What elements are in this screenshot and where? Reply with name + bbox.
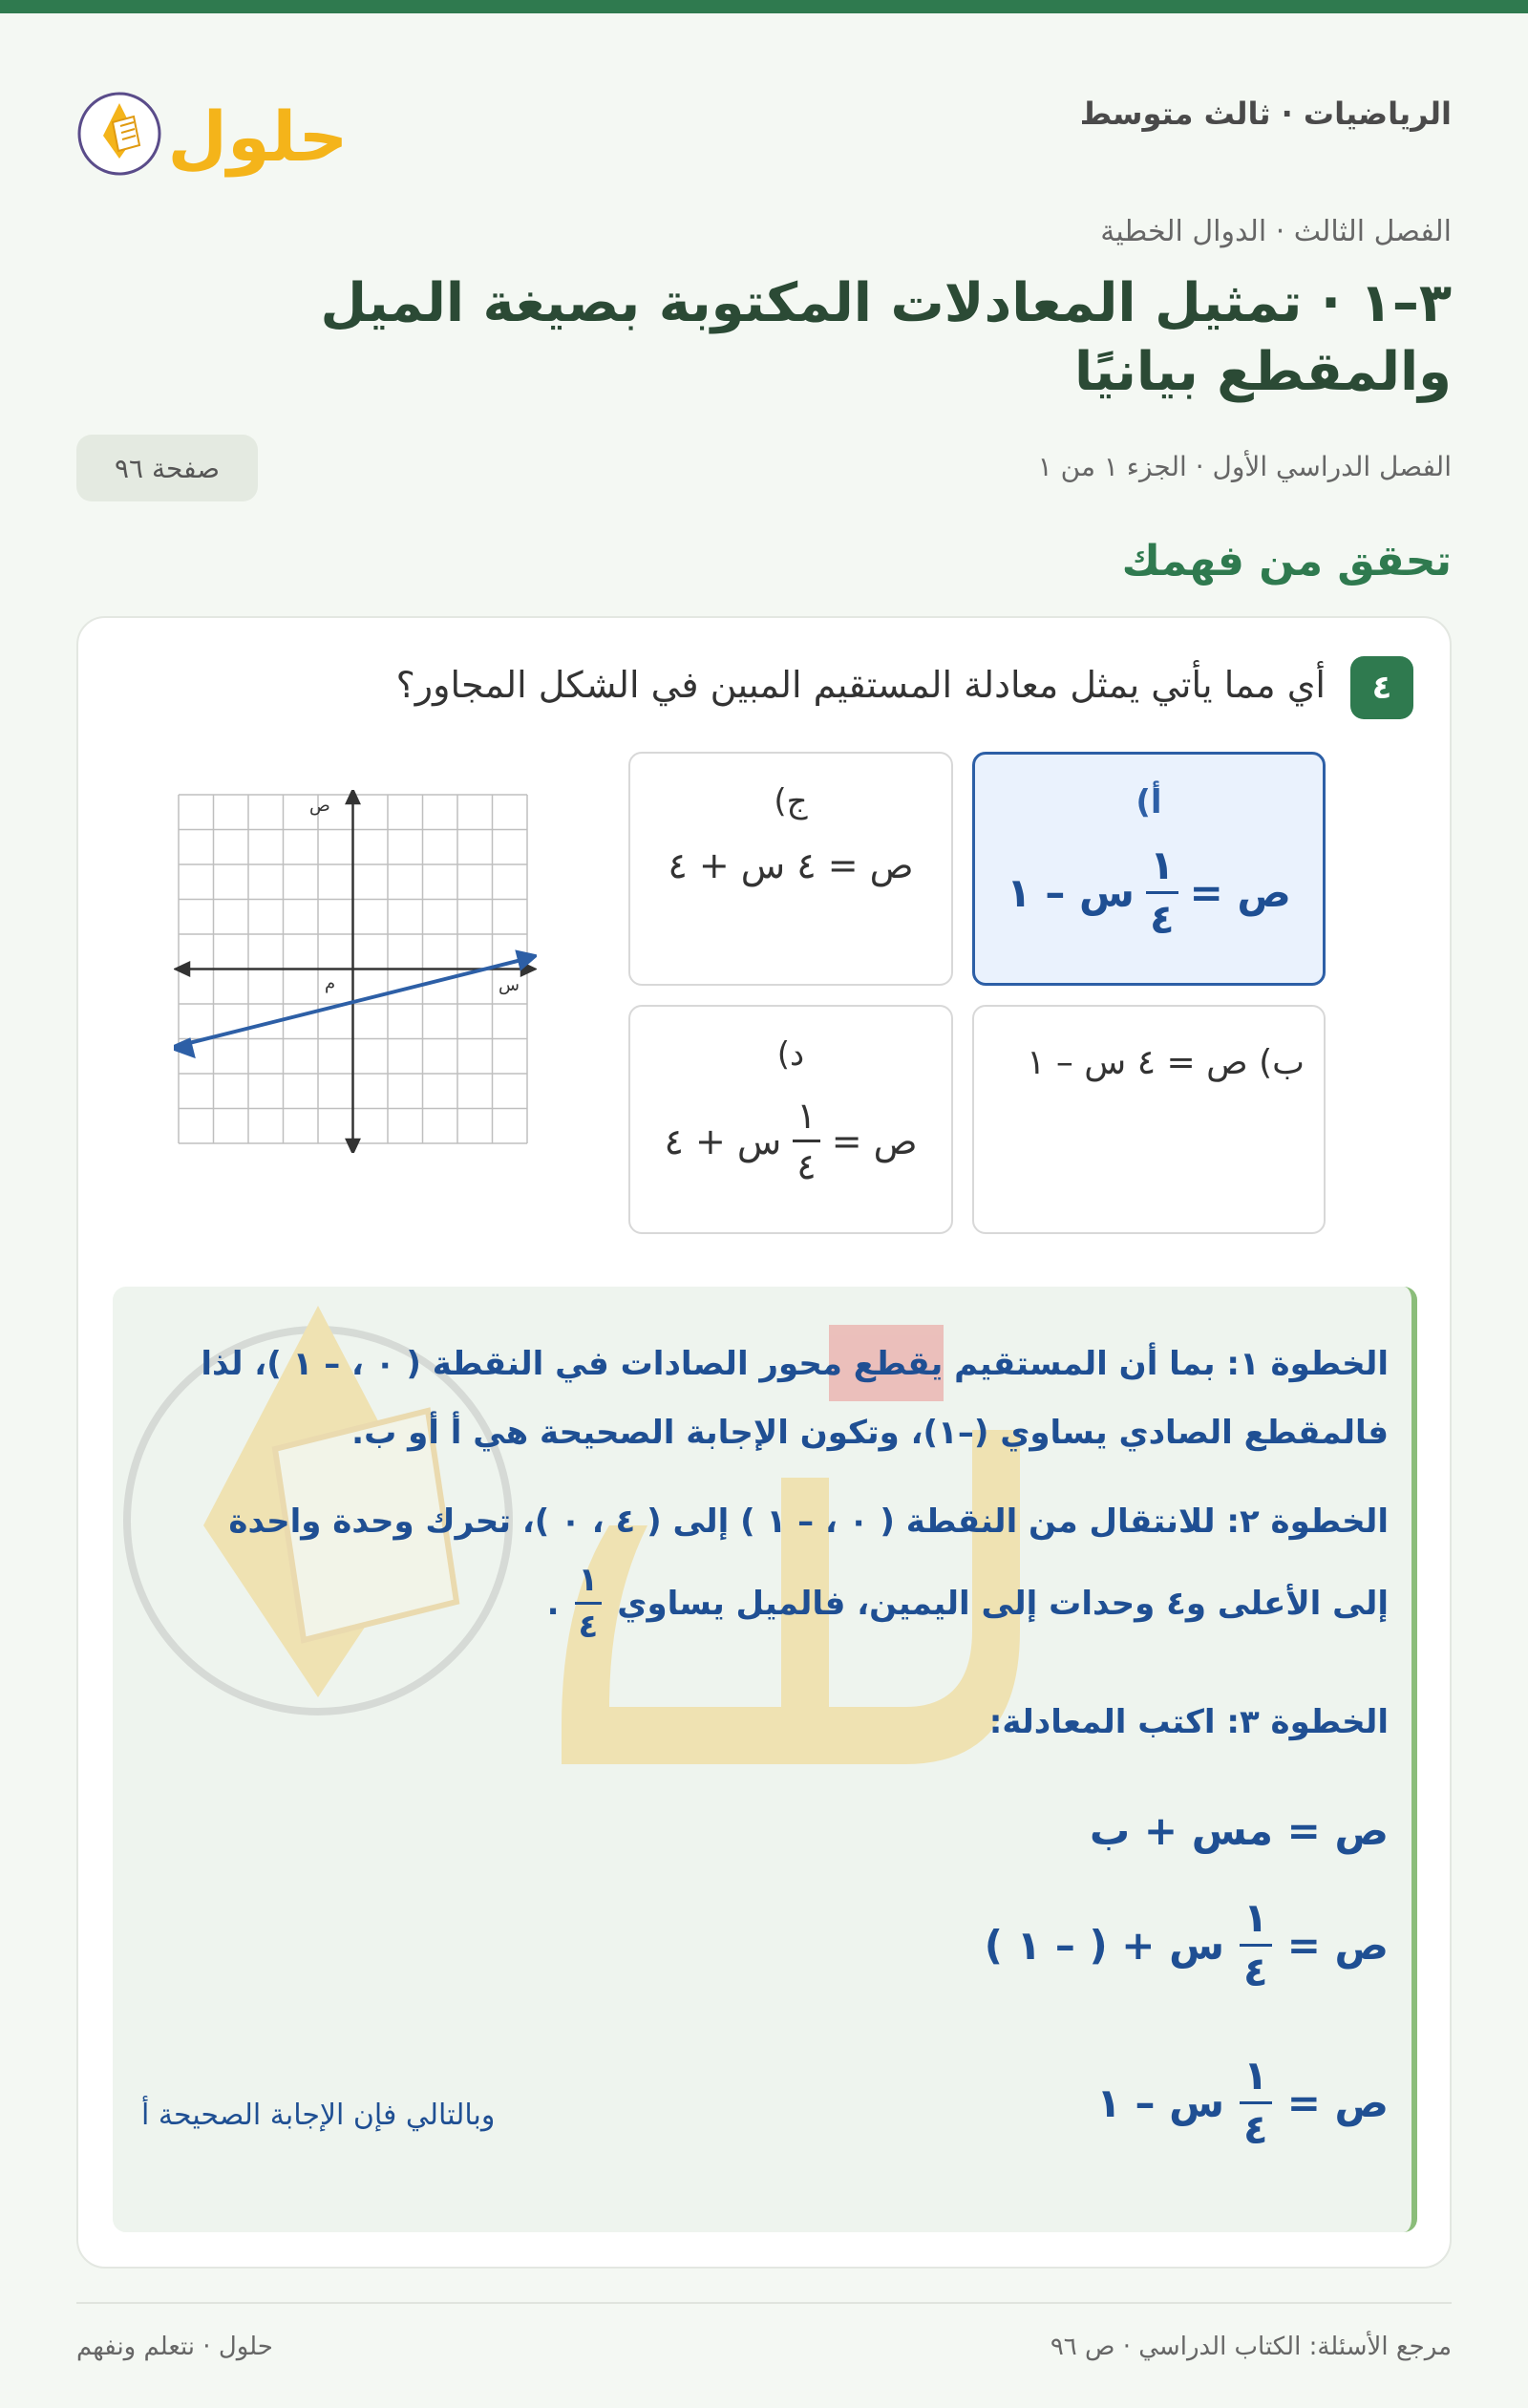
- eq3-denominator: ٤: [1240, 2101, 1272, 2150]
- eq3-numerator: ١: [1243, 2052, 1268, 2099]
- option-a-lhs: ص =: [1189, 869, 1291, 916]
- question-text: أي مما يأتي يمثل معادلة المستقيم المبين في الشكل المجاور؟: [395, 664, 1326, 706]
- option-a-numerator: ١: [1149, 842, 1175, 888]
- step-2-numerator: ١: [578, 1561, 599, 1599]
- step-2-period: .: [546, 1584, 560, 1623]
- option-a-equation: [975, 842, 1323, 943]
- logo-wordmark: حلول: [167, 96, 349, 177]
- step-2-slope-fraction: [575, 1561, 603, 1646]
- eq2-denominator: ٤: [1240, 1944, 1272, 1992]
- step-1-line-2: فالمقطع الصادي يساوي (–١)، وتكون الإجابة الصحيحة هي أ أو ب.: [351, 1414, 1389, 1452]
- page-header: [76, 57, 1452, 191]
- eq2-lhs: ص =: [1286, 1922, 1389, 1969]
- option-c-letter: ج): [774, 782, 808, 820]
- option-d-denominator: ٤: [793, 1140, 819, 1184]
- step-2-line-1: الخطوة ٢: للانتقال من النقطة ( ٠ ، – ١ ) إلى ( ٤ ، ٠ )، تحرك وحدة واحدة: [228, 1502, 1389, 1541]
- eq2-fraction: [1240, 1894, 1272, 1995]
- eq3-lhs: ص =: [1286, 2079, 1389, 2126]
- hulul-logo[interactable]: [76, 67, 353, 181]
- step-3-label: الخطوة ٣: اكتب المعادلة:: [988, 1703, 1389, 1741]
- solution-content: [113, 1287, 1417, 2232]
- option-b[interactable]: [972, 1005, 1326, 1234]
- top-accent-bar: [0, 0, 1528, 13]
- graph-x-label: س: [499, 975, 520, 995]
- page-badge: صفحة ٩٦: [76, 435, 258, 501]
- option-d-lhs: ص =: [831, 1119, 918, 1162]
- graph-y-label: ص: [309, 796, 330, 816]
- chapter-label: الفصل الثالث · الدوال الخطية: [1100, 215, 1452, 248]
- option-d-fraction: [793, 1095, 819, 1187]
- option-d-equation: [630, 1095, 951, 1187]
- footer-brand[interactable]: حلول · نتعلم ونفهم: [76, 2333, 273, 2361]
- option-d-letter: د): [776, 1035, 805, 1074]
- footer-divider: [76, 2302, 1452, 2304]
- option-d-rhs: س + ٤: [664, 1119, 782, 1162]
- equation-final: [1096, 2052, 1389, 2153]
- option-a-fraction: [1146, 842, 1178, 943]
- eq2-numerator: ١: [1243, 1894, 1268, 1941]
- step-2-denominator: ٤: [575, 1602, 603, 1643]
- option-a-denominator: ٤: [1146, 891, 1178, 940]
- question-number: ٤: [1350, 656, 1413, 719]
- eq2-rhs: س + ( – ١ ): [984, 1922, 1225, 1969]
- option-d[interactable]: [628, 1005, 953, 1234]
- option-a-letter: أ): [1135, 783, 1162, 821]
- equation-substituted: [984, 1894, 1389, 1995]
- term-label: الفصل الدراسي الأول · الجزء ١ من ١: [1037, 451, 1452, 482]
- option-c-equation: ص = ٤ س + ٤: [668, 844, 914, 886]
- subject-label: الرياضيات · ثالث متوسط: [1079, 96, 1452, 132]
- eq3-fraction: [1240, 2052, 1272, 2153]
- step-1-line-1: الخطوة ١: بما أن المستقيم يقطع محور الصادات في النقطة ( ٠ ، – ١ )، لذا: [201, 1345, 1389, 1383]
- step-2-line-2: [546, 1561, 1389, 1646]
- option-c[interactable]: [628, 752, 953, 986]
- option-a[interactable]: [972, 752, 1326, 986]
- graph-origin-label: م: [325, 973, 336, 993]
- step-2-text: إلى الأعلى و٤ وحدات إلى اليمين، فالميل يساوي: [617, 1584, 1389, 1623]
- option-b-equation: ب) ص = ٤ س – ١: [1027, 1043, 1305, 1082]
- footer-reference: مرجع الأسئلة: الكتاب الدراسي · ص ٩٦: [1050, 2333, 1452, 2361]
- section-title: تحقق من فهمك: [1121, 537, 1452, 586]
- question-card: [76, 616, 1452, 2269]
- line-graph: [174, 790, 537, 1153]
- option-d-numerator: ١: [796, 1095, 817, 1137]
- eq3-rhs: س – ١: [1096, 2079, 1225, 2126]
- lesson-title: ٣–١ · تمثيل المعادلات المكتوبة بصيغة الميل والمقطع بيانيًا: [320, 272, 1452, 403]
- equation-general: ص = مس + ب: [1090, 1807, 1389, 1854]
- conclusion-text: وبالتالي فإن الإجابة الصحيحة أ: [141, 2099, 496, 2132]
- option-a-rhs: س – ١: [1007, 869, 1135, 916]
- solution-panel: [113, 1287, 1417, 2232]
